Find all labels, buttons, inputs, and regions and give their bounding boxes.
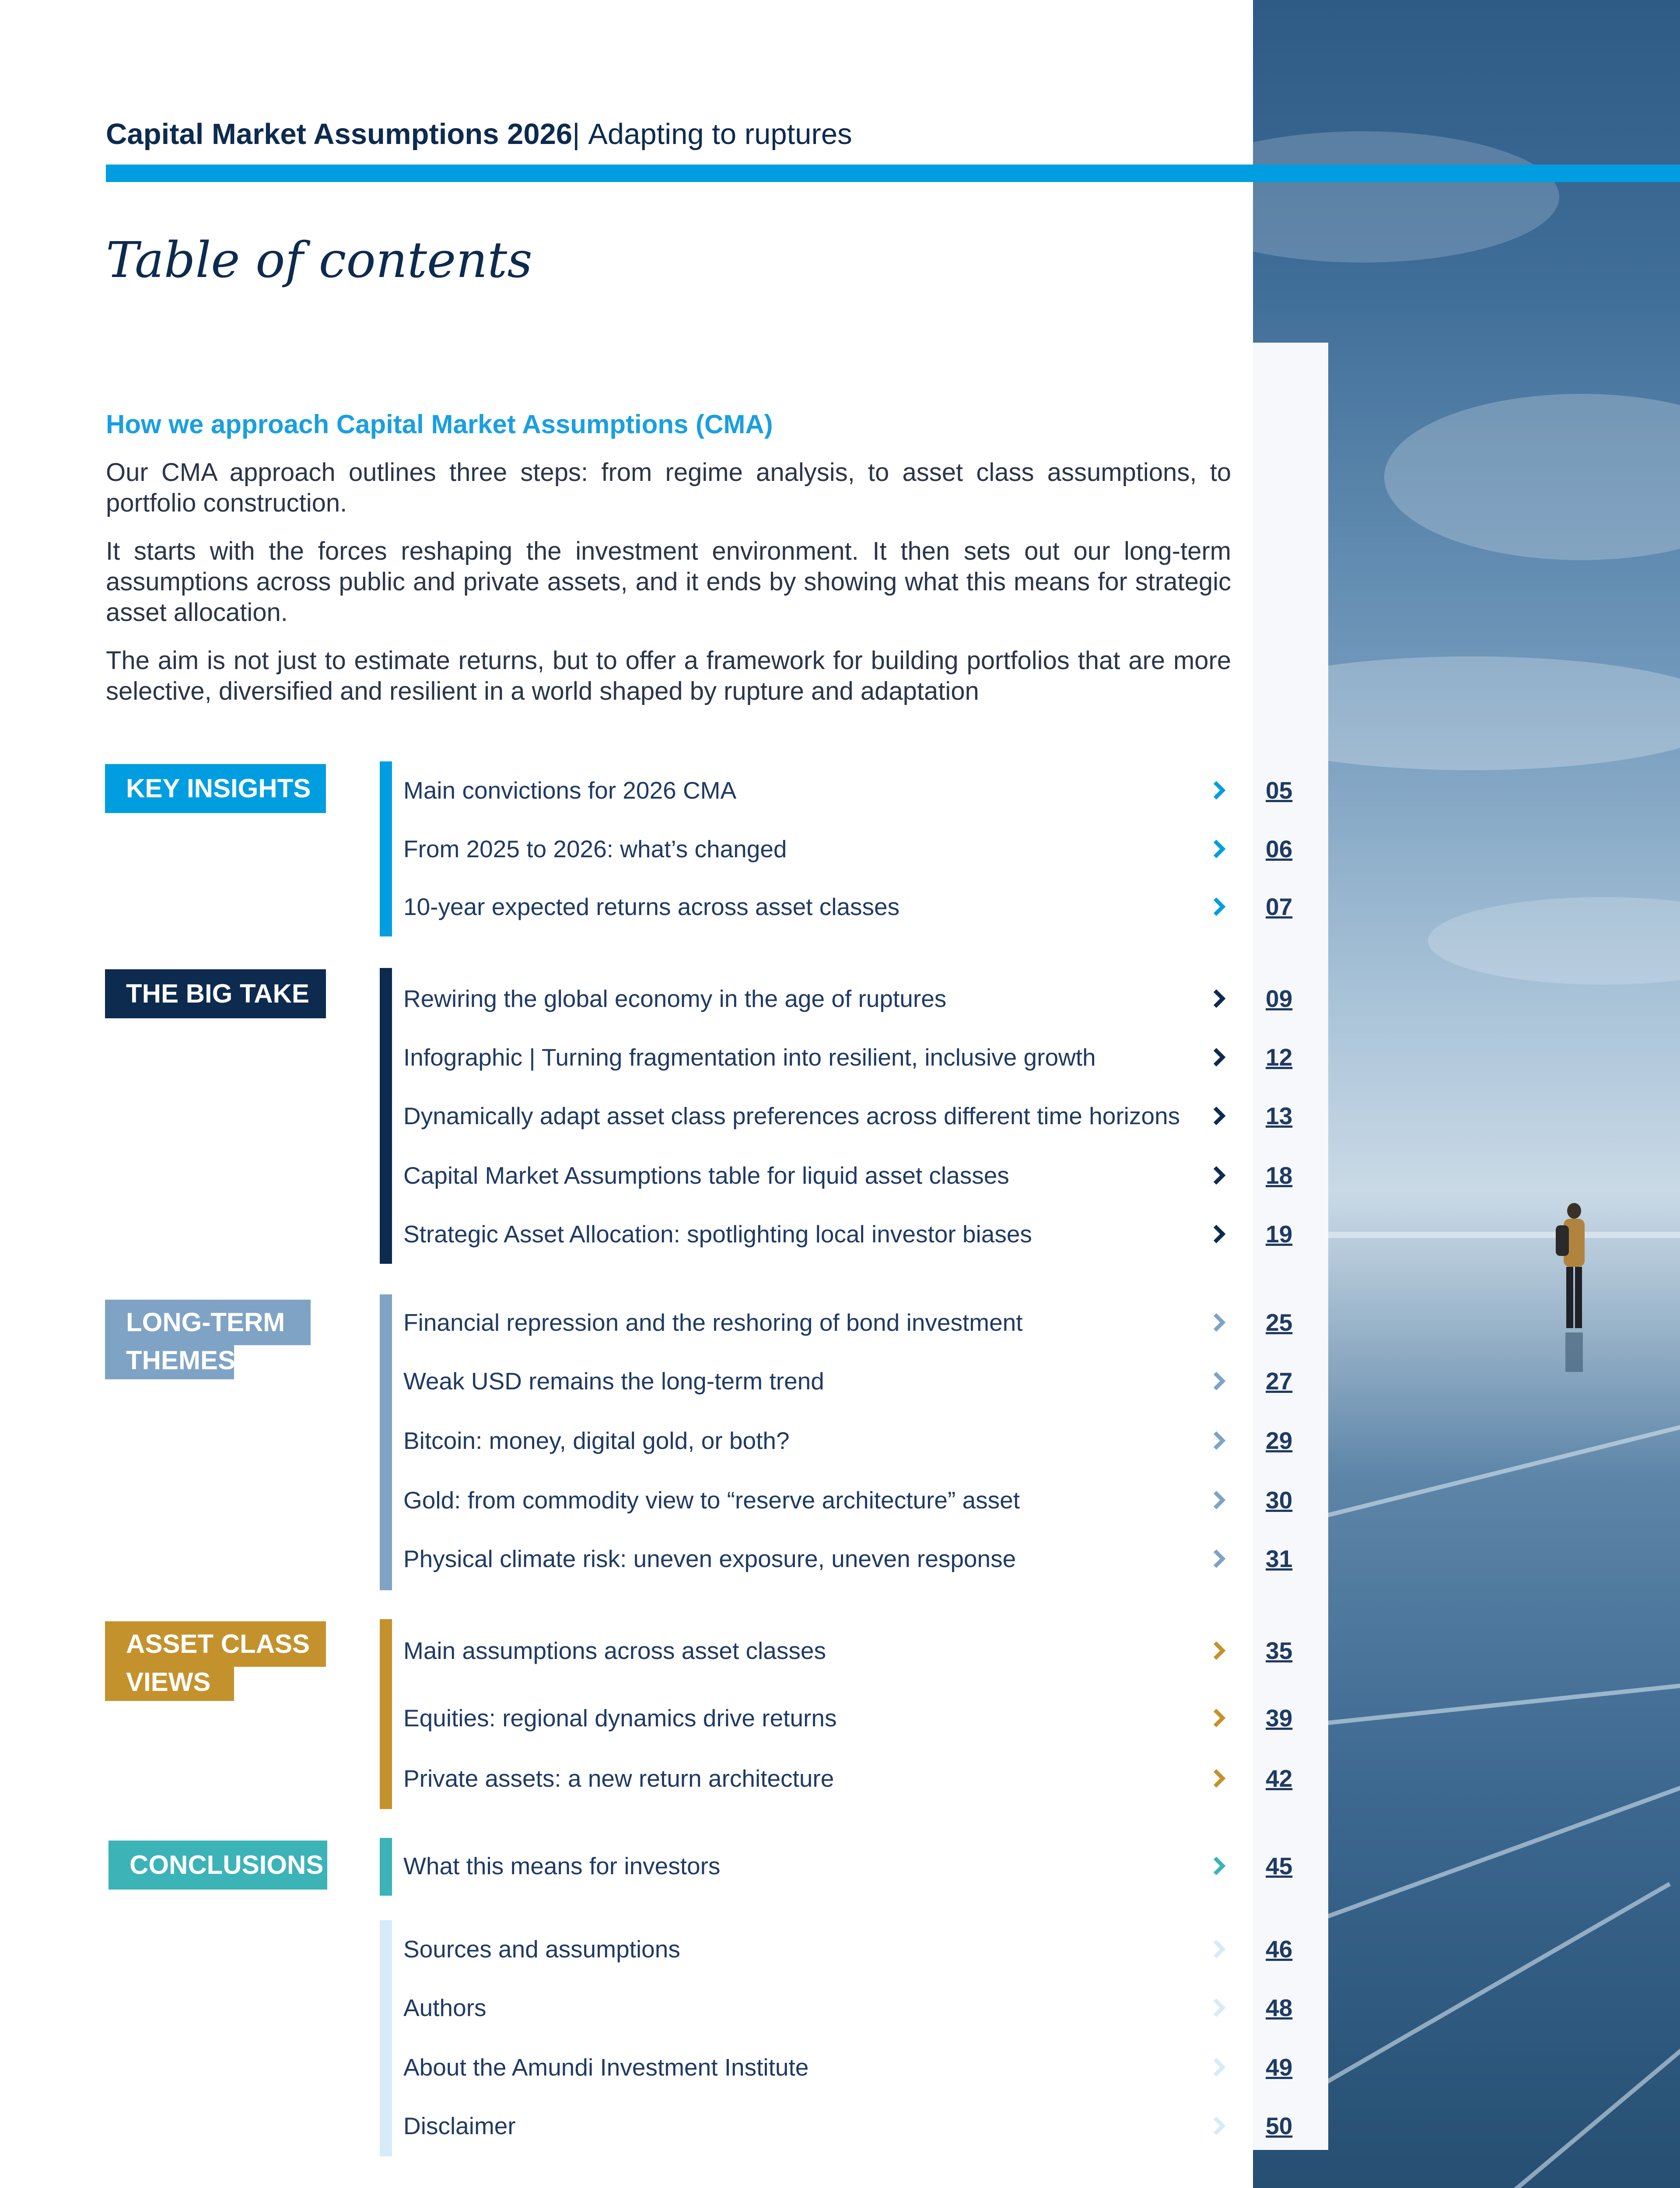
toc-entry-page[interactable]: 31: [1266, 1545, 1293, 1572]
toc-entry-page[interactable]: 06: [1266, 835, 1293, 863]
toc-entry-page[interactable]: 45: [1266, 1852, 1293, 1879]
toc-entry[interactable]: [403, 1629, 1296, 1673]
chevron-right-icon: [1211, 1154, 1228, 1197]
toc-entry-label: Main convictions for 2026 CMA: [403, 777, 737, 804]
chevron-right-icon: [1211, 1212, 1228, 1256]
section-bar-long-term-themes: [380, 1294, 392, 1590]
toc-entry-label: Strategic Asset Allocation: spotlighting local investor biases: [403, 1220, 1032, 1248]
chevron-right-icon: [1211, 1696, 1228, 1740]
report-title: Capital Market Assumptions 2026: [106, 118, 573, 151]
toc-entry[interactable]: [403, 1212, 1296, 1256]
toc-entry-page[interactable]: 18: [1266, 1162, 1293, 1189]
header-separator: |: [572, 118, 580, 151]
section-tag-key-insights: KEY INSIGHTS: [105, 764, 326, 813]
toc-entry-page[interactable]: 48: [1266, 1994, 1293, 2021]
toc-entry[interactable]: [403, 1301, 1296, 1344]
toc-entry-page[interactable]: 50: [1266, 2112, 1293, 2139]
toc-entry[interactable]: [403, 1844, 1296, 1888]
toc-entry-page[interactable]: 13: [1266, 1102, 1293, 1129]
section-tag-conclusions: CONCLUSIONS: [108, 1841, 327, 1890]
toc-entry-page[interactable]: 46: [1266, 1936, 1293, 1963]
toc-entry-page[interactable]: 30: [1266, 1487, 1293, 1514]
section-bar-conclusions: [380, 1838, 392, 1896]
toc-entry-page[interactable]: 19: [1266, 1220, 1293, 1248]
intro-paragraph-3: The aim is not just to estimate returns, but to offer a framework for building portfolios that are more selective, diversified and resilient in a world shaped by rupture and adaptation: [106, 646, 1231, 705]
tag-line: VIEWS: [105, 1667, 234, 1701]
chevron-right-icon: [1211, 1094, 1228, 1138]
page-title: Table of contents: [106, 232, 532, 289]
toc-entry-label: Sources and assumptions: [403, 1936, 680, 1963]
hiker-figure: [1552, 1201, 1596, 1376]
toc-entry-label: Rewiring the global economy in the age of ruptures: [403, 985, 947, 1012]
chevron-right-icon: [1211, 2104, 1228, 2148]
chevron-right-icon: [1211, 1927, 1228, 1971]
toc-entry-label: Physical climate risk: uneven exposure, uneven response: [403, 1545, 1016, 1572]
section-tag-long-term-themes: [105, 1300, 326, 1383]
toc-entry-page[interactable]: 12: [1266, 1044, 1293, 1071]
chevron-right-icon: [1211, 1359, 1228, 1403]
header-rule: [106, 165, 1680, 182]
toc-entry[interactable]: [403, 827, 1296, 871]
section-bar-appendix: [380, 1920, 392, 2156]
tag-line: ASSET CLASS: [105, 1621, 326, 1667]
toc-entry[interactable]: [403, 768, 1296, 812]
toc-entry-page[interactable]: 35: [1266, 1637, 1293, 1664]
chevron-right-icon: [1211, 768, 1228, 812]
chevron-right-icon: [1211, 1629, 1228, 1673]
section-tag-asset-class-views: [105, 1621, 326, 1704]
toc-entry-label: Dynamically adapt asset class preferences across different time horizons: [403, 1102, 1180, 1129]
toc-entry-page[interactable]: 25: [1266, 1309, 1293, 1336]
toc-entry[interactable]: [403, 1359, 1296, 1403]
chevron-right-icon: [1211, 1844, 1228, 1888]
chevron-right-icon: [1211, 1537, 1228, 1581]
toc-entry-label: Gold: from commodity view to “reserve architecture” asset: [403, 1487, 1020, 1514]
toc-entry-page[interactable]: 39: [1266, 1704, 1293, 1732]
toc-entry[interactable]: [403, 885, 1296, 929]
toc-entry[interactable]: [403, 2104, 1296, 2148]
toc-entry[interactable]: [403, 1696, 1296, 1740]
toc-entry-page[interactable]: 29: [1266, 1427, 1293, 1454]
toc-entry-page[interactable]: 42: [1266, 1765, 1293, 1792]
intro-heading: How we approach Capital Market Assumptions (CMA): [106, 410, 773, 439]
intro-paragraph-1: Our CMA approach outlines three steps: from regime analysis, to asset class assumptions, to portfolio construction.: [106, 458, 1231, 517]
toc-entry[interactable]: [403, 1537, 1296, 1581]
toc-entry-label: From 2025 to 2026: what’s changed: [403, 835, 787, 863]
toc-entry-page[interactable]: 07: [1266, 893, 1293, 920]
toc-entry-page[interactable]: 05: [1266, 777, 1293, 804]
toc-entry-label: Weak USD remains the long-term trend: [403, 1368, 824, 1395]
toc-entry-label: Private assets: a new return architecture: [403, 1765, 834, 1792]
chevron-right-icon: [1211, 1986, 1228, 2030]
section-bar-key-insights: [380, 761, 392, 936]
toc-entry[interactable]: [403, 1094, 1296, 1138]
toc-entry[interactable]: [403, 1154, 1296, 1197]
chevron-right-icon: [1211, 2045, 1228, 2089]
toc-entry-label: What this means for investors: [403, 1852, 721, 1879]
toc-entry-label: Equities: regional dynamics drive returns: [403, 1704, 837, 1732]
toc-entry-page[interactable]: 09: [1266, 985, 1293, 1012]
chevron-right-icon: [1211, 977, 1228, 1020]
chevron-right-icon: [1211, 885, 1228, 929]
chevron-right-icon: [1211, 1757, 1228, 1800]
chevron-right-icon: [1211, 1478, 1228, 1522]
chevron-right-icon: [1211, 1419, 1228, 1462]
section-bar-asset-class-views: [380, 1619, 392, 1809]
intro-paragraph-2: It starts with the forces reshaping the investment environment. It then sets out our long-term assumptions across public and private assets, and it ends by showing what this means for strategic asset allocation.: [106, 537, 1231, 627]
toc-entry[interactable]: [403, 1757, 1296, 1800]
section-tag-big-take: THE BIG TAKE: [105, 969, 326, 1018]
tag-line: LONG-TERM: [105, 1300, 311, 1345]
tag-line: THEMES: [105, 1345, 234, 1379]
chevron-right-icon: [1211, 1301, 1228, 1344]
toc-entry-label: Authors: [403, 1994, 486, 2021]
toc-entry-label: Main assumptions across asset classes: [403, 1637, 826, 1664]
toc-entry-label: Disclaimer: [403, 2112, 516, 2139]
section-bar-big-take: [380, 968, 392, 1264]
chevron-right-icon: [1211, 827, 1228, 871]
toc-entry-page[interactable]: 27: [1266, 1368, 1293, 1395]
toc-entry-label: About the Amundi Investment Institute: [403, 2054, 809, 2081]
toc-entry[interactable]: [403, 1478, 1296, 1522]
toc-entry-label: Capital Market Assumptions table for liquid asset classes: [403, 1162, 1009, 1189]
report-subtitle: Adapting to ruptures: [588, 118, 852, 151]
toc-entry-page[interactable]: 49: [1266, 2054, 1293, 2081]
toc-entry[interactable]: [403, 2045, 1296, 2089]
toc-entry-label: Bitcoin: money, digital gold, or both?: [403, 1427, 790, 1454]
toc-entry[interactable]: [403, 1986, 1296, 2030]
toc-entry[interactable]: [403, 1419, 1296, 1462]
report-header: [106, 117, 852, 151]
toc-entry[interactable]: [403, 1927, 1296, 1971]
chevron-right-icon: [1211, 1035, 1228, 1079]
toc-entry[interactable]: [403, 977, 1296, 1020]
toc-entry-label: Infographic | Turning fragmentation into resilient, inclusive growth: [403, 1044, 1096, 1071]
toc-entry-label: Financial repression and the reshoring of bond investment: [403, 1309, 1023, 1336]
toc-entry-label: 10-year expected returns across asset classes: [403, 893, 900, 920]
toc-entry[interactable]: [403, 1035, 1296, 1079]
